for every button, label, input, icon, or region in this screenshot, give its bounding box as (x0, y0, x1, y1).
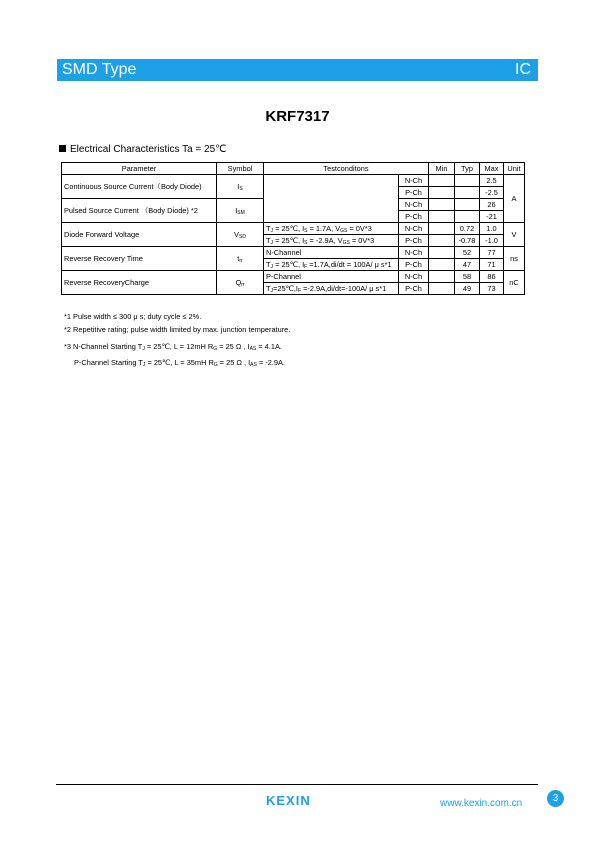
footnote-4 (74, 358, 285, 367)
footnote-2: *2 Repetitive rating; pulse width limited by max. junction temperature. (64, 325, 291, 334)
max-cell: -2.5 (480, 187, 504, 199)
footnote-subscript: J (142, 362, 146, 368)
table-row (62, 271, 525, 283)
condition-cell (264, 283, 399, 295)
typ-cell: 49 (455, 283, 480, 295)
section-heading (59, 144, 226, 155)
symbol-text: Q (235, 277, 242, 287)
condition-cell: P-Channel (264, 271, 399, 283)
header-banner (57, 59, 538, 81)
parameter-cell: Pulsed Source Current （Body Diode) *2 (62, 199, 217, 223)
condition-text: T (266, 235, 271, 245)
channel-cell: P-Ch (399, 259, 429, 271)
min-cell (429, 271, 455, 283)
symbol-text: I (235, 205, 238, 215)
symbol-subscript: SM (237, 209, 245, 216)
header-cell: Unit (504, 163, 525, 175)
header-cell: Testconditons (264, 163, 429, 175)
typ-cell (455, 175, 480, 187)
min-cell (429, 199, 455, 211)
footnote-text: = 25 Ω , I (217, 342, 250, 351)
condition-text: =-2.9A,di/dt=-100A/ μ s*1 (301, 283, 387, 293)
symbol-cell (217, 199, 264, 223)
max-cell: 73 (480, 283, 504, 295)
condition-text: = 25℃, I (273, 223, 305, 233)
symbol-subscript: rr (239, 257, 243, 264)
symbol-cell (217, 223, 264, 247)
footnote-subscript: G (213, 362, 218, 368)
parameter-cell: Diode Forward Voltage (62, 223, 217, 247)
electrical-characteristics-table (61, 162, 525, 295)
condition-subscript: J (270, 263, 274, 270)
typ-cell: 58 (455, 271, 480, 283)
symbol-subscript: rr (241, 281, 245, 288)
condition-subscript: GS (342, 239, 350, 246)
min-cell (429, 235, 455, 247)
footnote-subscript: G (213, 346, 218, 352)
typ-cell (455, 187, 480, 199)
unit-cell: ns (504, 247, 525, 271)
condition-text: = 0V*3 (349, 235, 375, 245)
website-link[interactable]: www.kexin.com.cn (440, 798, 523, 809)
table-row (62, 223, 525, 235)
condition-subscript: S (304, 239, 308, 246)
table-header-row (62, 163, 525, 175)
condition-text: T (266, 223, 271, 233)
header-type-label: SMD Type (62, 61, 137, 78)
max-cell: -21 (480, 211, 504, 223)
footnote-subscript: AS (250, 362, 257, 368)
channel-cell: P-Ch (399, 187, 429, 199)
typ-cell: 47 (455, 259, 480, 271)
max-cell: 71 (480, 259, 504, 271)
condition-subscript: J (270, 239, 274, 246)
typ-cell: 52 (455, 247, 480, 259)
unit-cell: V (504, 223, 525, 247)
parameter-cell: Reverse RecoveryCharge (62, 271, 217, 295)
channel-cell: N-Ch (399, 223, 429, 235)
condition-subscript: GS (340, 227, 348, 234)
condition-text: = 25℃, I (273, 259, 305, 269)
footnote-text: = 4.1A. (256, 342, 282, 351)
typ-cell: 0.72 (455, 223, 480, 235)
condition-subscript: F (304, 263, 308, 270)
square-bullet-icon (59, 145, 66, 152)
footnote-text: = 25℃, L = 35mH R (145, 358, 214, 367)
condition-text: = -2.9A, V (307, 235, 343, 245)
parameter-cell: Continuous Source Current（Body Diode) (62, 175, 217, 199)
header-cell: Parameter (62, 163, 217, 175)
header-cell: Min (429, 163, 455, 175)
unit-cell: nC (504, 271, 525, 295)
channel-cell: P-Ch (399, 235, 429, 247)
footnote-subscript: J (142, 346, 145, 352)
symbol-text: t (237, 253, 240, 263)
typ-cell (455, 211, 480, 223)
min-cell (429, 187, 455, 199)
typ-cell: -0.78 (455, 235, 480, 247)
symbol-text: I (237, 181, 240, 191)
symbol-subscript: SD (238, 233, 246, 240)
condition-cell (264, 223, 399, 235)
typ-cell (455, 199, 480, 211)
page-number-badge: 3 (547, 790, 564, 807)
footnote-text: = -2.9A. (256, 358, 285, 367)
footnote-3 (64, 342, 282, 351)
condition-text: =25℃,I (273, 283, 298, 293)
max-cell: 1.0 (480, 223, 504, 235)
channel-cell: N-Ch (399, 247, 429, 259)
symbol-text: V (234, 229, 239, 239)
channel-cell: N-Ch (399, 175, 429, 187)
condition-cell (264, 235, 399, 247)
table-row (62, 247, 525, 259)
header-category-label: IC (515, 61, 531, 78)
min-cell (429, 259, 455, 271)
condition-text: = 1.7A, V (307, 223, 341, 233)
footer-divider (56, 784, 538, 785)
symbol-cell (217, 271, 264, 295)
condition-cell: N-Channel (264, 247, 399, 259)
symbol-cell (217, 175, 264, 199)
min-cell (429, 223, 455, 235)
max-cell: 86 (480, 271, 504, 283)
min-cell (429, 283, 455, 295)
condition-text: = 0V*3 (347, 223, 372, 233)
condition-cell (264, 259, 399, 271)
header-cell: Typ (455, 163, 480, 175)
unit-cell: A (504, 175, 525, 223)
footnote-text: = 25℃, L = 12mH R (144, 342, 214, 351)
condition-text: = 25℃, I (273, 235, 305, 245)
min-cell (429, 247, 455, 259)
symbol-cell (217, 247, 264, 271)
symbol-subscript: S (239, 185, 243, 192)
kexin-logo: KEXIN (266, 793, 311, 808)
channel-cell: N-Ch (399, 271, 429, 283)
max-cell: -1.0 (480, 235, 504, 247)
min-cell (429, 211, 455, 223)
max-cell: 77 (480, 247, 504, 259)
table-row (62, 175, 525, 187)
min-cell (429, 175, 455, 187)
max-cell: 2.5 (480, 175, 504, 187)
condition-text: =1.7A,di/dt = 100A/ μ s*1 (307, 259, 392, 269)
condition-text: T (266, 283, 271, 293)
footnote-text: = 25 Ω , I (217, 358, 251, 367)
condition-subscript: S (304, 227, 308, 234)
footnote-1: *1 Pulse width ≤ 300 μ s; duty cycle ≤ 2%. (64, 312, 202, 321)
parameter-cell: Reverse Recovery Time (62, 247, 217, 271)
condition-text: T (266, 259, 271, 269)
section-title: Electrical Characteristics Ta = 25℃ (70, 144, 227, 155)
part-number-title: KRF7317 (265, 108, 330, 125)
header-cell: Max (480, 163, 504, 175)
channel-cell: P-Ch (399, 283, 429, 295)
footnote-subscript: AS (249, 346, 257, 352)
footnote-text: *3 N-Channel Starting T (64, 342, 143, 351)
condition-subscript: F (297, 287, 302, 294)
condition-subscript: J (270, 227, 274, 234)
max-cell: 26 (480, 199, 504, 211)
condition-cell (264, 175, 399, 223)
header-cell: Symbol (217, 163, 264, 175)
condition-subscript: J (270, 287, 274, 294)
channel-cell: N-Ch (399, 199, 429, 211)
channel-cell: P-Ch (399, 211, 429, 223)
footnote-text: P-Channel Starting T (74, 358, 143, 367)
